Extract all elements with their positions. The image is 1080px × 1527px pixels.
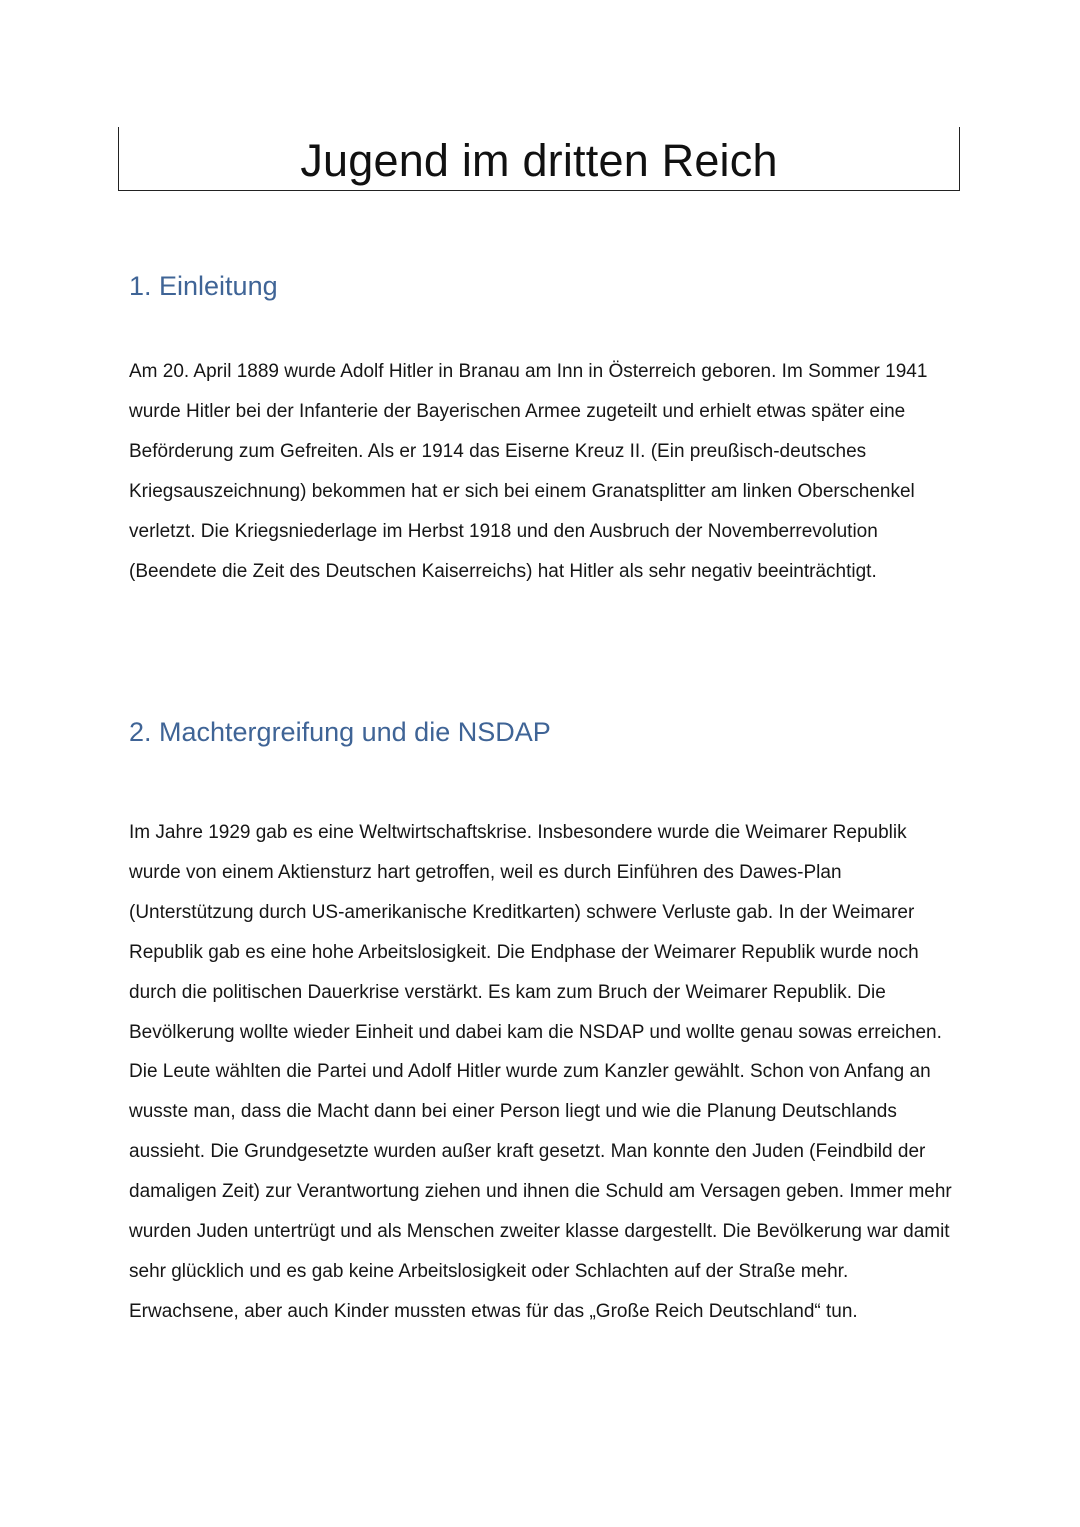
section-text-machtergreifung: Im Jahre 1929 gab es eine Weltwirtschaftskrise. Insbesondere wurde die Weimarer Republik wurde von einem Aktiensturz hart getroffen, weil es durch Einführen des Dawes-Plan (Unterstützung durch US-amerikanische Kreditkarten) schwere Verluste gab. In der Weimarer Republik gab es eine hohe Arbeitslosigkeit. Die Endphase der Weimarer Republik wurde noch durch die politischen Dauerkrise verstärkt. Es kam zum Bruch der Weimarer Republik. Die Bevölkerung wollte wieder Einheit und dabei kam die NSDAP und wollte genau sowas erreichen. Die Leute wählten die Partei und Adolf Hitler wurde zum Kanzler gewählt. Schon von Anfang an wusste man, dass die Macht dann bei einer Person liegt und wie die Planung Deutschlands aussieht. Die Grundgesetzte wurden außer kraft gesetzt. Man konnte den Juden (Feindbild der damaligen Zeit) zur Verantwortung ziehen und ihnen die Schuld am Versagen geben. Immer mehr wurden Juden untertrügt und als Menschen zweiter klasse dargestellt. Die Bevölkerung war damit sehr glücklich und es gab keine Arbeitslosigkeit oder Schlachten auf der Straße mehr. Erwachsene, aber auch Kinder mussten etwas für das „Große Reich Deutschland“ tun.: [129, 822, 952, 1322]
page-title: Jugend im dritten Reich: [300, 135, 778, 186]
section-text-einleitung: Am 20. April 1889 wurde Adolf Hitler in Branau am Inn in Österreich geboren. Im Sommer 1941 wurde Hitler bei der Infanterie der Bayerischen Armee zugeteilt und erhielt etwas später eine Beförderung zum Gefreiten. Als er 1914 das Eiserne Kreuz II. (Ein preußisch-deutsches Kriegsauszeichnung) bekommen hat er sich bei einem Granatsplitter am linken Oberschenkel verletzt. Die Kriegsniederlage im Herbst 1918 und den Ausbruch der Novemberrevolution (Beendete die Zeit des Deutschen Kaiserreichs) hat Hitler als sehr negativ beeinträchtigt.: [129, 361, 928, 582]
section-heading-machtergreifung: 2. Machtergreifung und die NSDAP: [129, 717, 551, 747]
section-heading-einleitung: 1. Einleitung: [129, 271, 278, 301]
title-frame: [118, 127, 960, 191]
